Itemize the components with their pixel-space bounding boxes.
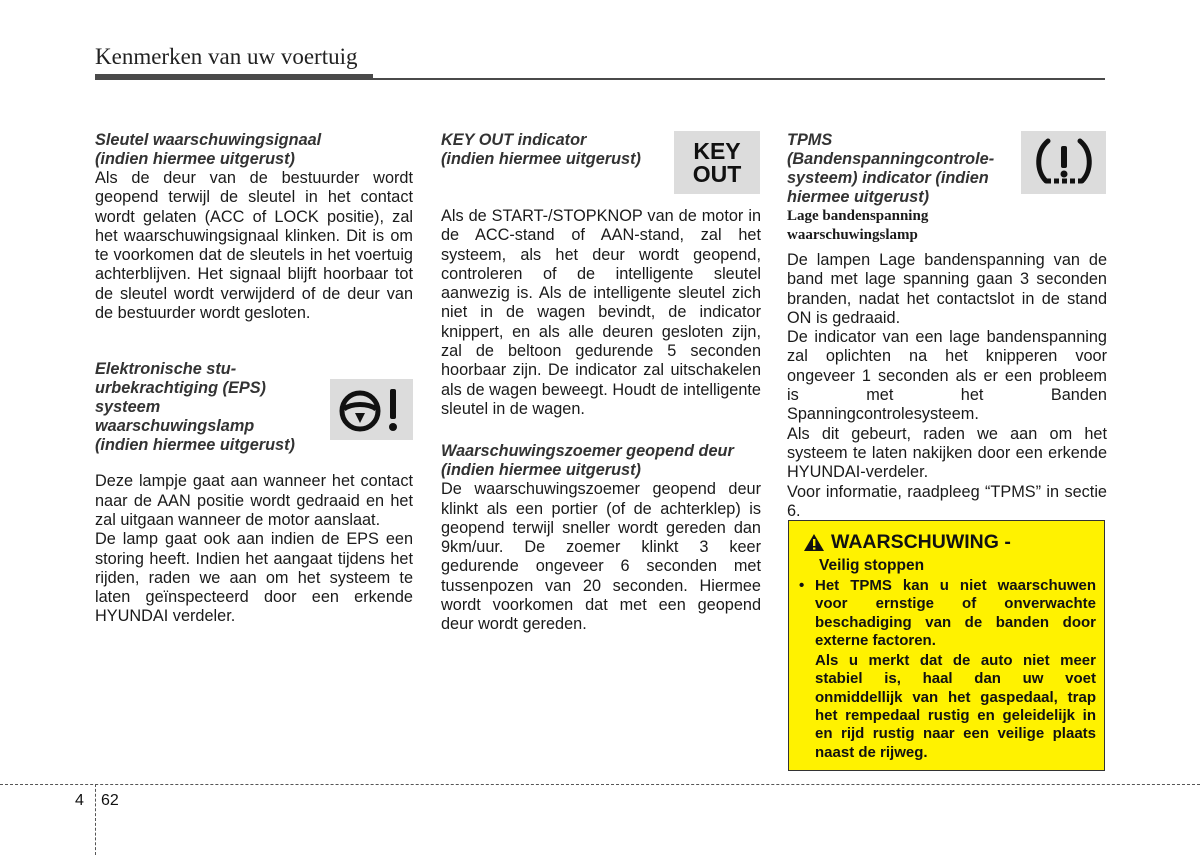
warning-title: WAARSCHUWING -	[831, 531, 1011, 553]
key-out-icon: KEY OUT	[674, 131, 760, 194]
key-warning-title: Sleutel waarschuwingsignaal (indien hiermee uitgerust)	[95, 131, 322, 168]
door-buzzer-body: De waarschuwingszoemer geopend deur klinkt als een portier (of de achterklep) is geopend terwijl sneller wordt gereden dan 9km/uur. De zoemer klinkt 3 keer gedurende ongeveer 6 seconden met tussenpozen van 20 seconden. Hiermee wordt voorkomen dat met een geopend deur wordt gereden.	[441, 480, 761, 634]
footer-divider	[0, 784, 1200, 785]
column-2	[441, 131, 761, 635]
low-pressure-subtitle: Lage bandenspanning waarschuwingslamp	[787, 208, 929, 243]
page-header-title: Kenmerken van uw voertuig	[95, 44, 358, 69]
eps-warning-body: Deze lampje gaat aan wanneer het contact naar de AAN positie wordt gedraaid en het zal uitgaan wanneer de motor aanslaat. De lamp gaat ook aan indien de EPS een storing heeft. Indien het aangaat tijdens het rijden, raden we aan om het systeem te laten geïnspecteerd door een erkende HYUNDAI verdeler.	[95, 472, 413, 626]
footer-vertical-divider	[95, 784, 96, 855]
bullet: •	[799, 577, 805, 594]
warning-triangle-icon	[803, 533, 825, 552]
tire-pressure-warning-icon	[1032, 137, 1096, 189]
warning-header	[803, 531, 1011, 554]
door-buzzer-title: Waarschuwingszoemer geopend deur (indien hiermee uitgerust)	[441, 442, 734, 480]
warning-box	[788, 520, 1105, 771]
tpms-body: De lampen Lage bandenspanning van de band met lage spanning gaan 3 seconden branden, nadat het contactslot in de stand ON is gedraaid. De indicator van een lage bandenspanning zal oplichten na het knipperen voor ongeveer 1 seconden als er een probleem is met het Banden Spanningcontrolesysteem. Als dit gebeurt, raden we aan om het systeem te laten nakijken door een erkende HYUNDAI-verdeler. Voor informatie, raadpleeg “TPMS” in sectie 6.	[787, 251, 1107, 520]
eps-warning-title: Elektronische stu- urbekrachtiging (EPS) systeem waarschuwingslamp (indien hiermee uitgerust)	[95, 360, 295, 455]
tpms-indicator-panel	[1021, 131, 1106, 194]
key-out-title: KEY OUT indicator (indien hiermee uitgerust)	[441, 131, 641, 168]
steering-warning-icon	[336, 383, 408, 437]
chapter-number: 4	[75, 792, 84, 809]
warning-list	[799, 577, 1096, 762]
eps-indicator-panel	[330, 379, 413, 440]
warning-subtitle: Veilig stoppen	[819, 557, 925, 574]
warning-item: • Het TPMS kan u niet waarschuwen voor ernstige of onverwachte beschadiging van de banden door externe factoren.	[799, 577, 1096, 649]
tpms-title: TPMS (Bandenspanningcontrole- systeem) indicator (indien hiermee uitgerust)	[787, 131, 995, 206]
key-out-body: Als de START-/STOPKNOP van de motor in de ACC-stand of AAN-stand, zal het systeem, als het deur wordt geopend, controleren of de intelligente sleutel aanwezig is. Als de intelligente sleutel zich niet in de wagen bevindt, de indicator knippert, en als alle deuren gesloten zijn, zal de beltoon gedurende 5 seconden hoorbaar zijn. De indicator zal uitschakelen als de wagen beweegt. Houdt de intelligente sleutel in de wagen.	[441, 207, 761, 418]
warning-item-continued: Als u merkt dat de auto niet meer stabiel is, haal dan uw voet onmiddellijk van het gaspedaal, trap het rempedaal rustig en geleidelijk in en rijd rustig naar een veilige plaats naast de rijweg.	[815, 652, 1096, 761]
page-number: 62	[101, 792, 119, 809]
header-rule-thick	[95, 74, 373, 80]
header-rule-thin	[373, 78, 1105, 80]
key-warning-body: Als de deur van de bestuurder wordt geopend terwijl de sleutel in het contact wordt gelaten (ACC of LOCK positie), zal het waarschuwingsignaal klinken. Dit is om te voorkomen dat de sleutels in het voertuig achterblijven. Het signaal blijft hoorbaar tot de sleutel wordt verwijderd of de deur van de bestuurder wordt gesloten.	[95, 169, 413, 323]
